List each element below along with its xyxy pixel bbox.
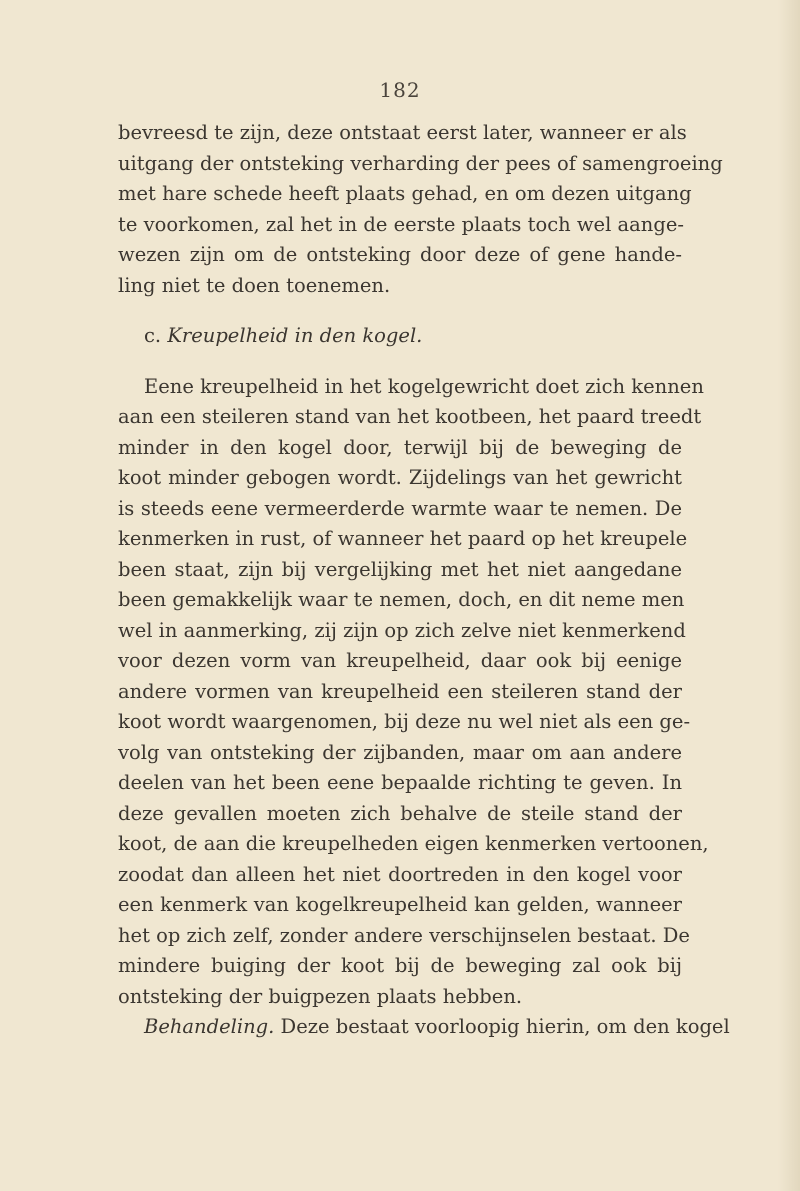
text-line: te voorkomen, zal het in de eerste plaats toch wel aange- <box>118 212 684 236</box>
body-text <box>118 118 730 1043</box>
text-line: been gemakkelijk waar te nemen, doch, en dit neme men <box>118 588 685 611</box>
paragraph-3 <box>118 1012 730 1043</box>
text-line: uitgang der ontsteking verharding der pees of samengroeing <box>118 151 723 175</box>
text-line: is steeds eene vermeerderde warmte waar te nemen. De <box>118 496 682 520</box>
text-line: mindere buiging der koot bij de beweging zal ook bij <box>118 954 682 977</box>
text-line: wezen zijn om de ontsteking door deze of gene hande- <box>118 243 682 266</box>
text-line: bevreesd te zijn, deze ontstaat eerst later, wanneer er als <box>118 121 687 144</box>
text-line: zoodat dan alleen het niet doortreden in den kogel voor <box>118 862 682 886</box>
text-line: deze gevallen moeten zich behalve de steile stand der <box>118 801 682 825</box>
text-line: met hare schede heeft plaats gehad, en om dezen uitgang <box>118 182 692 205</box>
text-line <box>118 1012 730 1043</box>
section-heading-prefix: c. <box>144 324 162 347</box>
text-line: kenmerken in rust, of wanneer het paard op het kreupele <box>118 527 688 550</box>
text-line: ling niet te doen toenemen. <box>118 273 391 297</box>
text-line: een kenmerk van kogelkreupelheid kan gelden, wanneer <box>118 893 682 916</box>
text-line: ontsteking der buigpezen plaats hebben. <box>118 984 523 1008</box>
paragraph-2 <box>118 372 709 1013</box>
text-line: Eene kreupelheid in het kogelgewricht doet zich kennen <box>144 374 704 398</box>
text-line: koot, de aan die kreupelheden eigen kenmerken vertoonen, <box>118 832 709 855</box>
text-line: aan een steileren stand van het kootbeen, het paard treedt <box>118 405 702 428</box>
section-heading-title: Kreupelheid in den kogel. <box>167 324 423 347</box>
behandeling-text: Deze bestaat voorloopig hierin, om den kogel <box>274 1015 730 1038</box>
text-line: het op zich zelf, zonder andere verschijnselen bestaat. De <box>118 923 690 947</box>
page-number: 182 <box>379 78 421 102</box>
section-heading <box>118 321 682 352</box>
text-line: koot minder gebogen wordt. Zijdelings van het gewricht <box>118 466 682 489</box>
text-line: been staat, zijn bij vergelijking met het niet aangedane <box>118 557 682 581</box>
text-line: wel in aanmerking, zij zijn op zich zelve niet kenmerkend <box>118 618 686 642</box>
text-line: deelen van het been eene bepaalde richting te geven. In <box>118 771 682 794</box>
paragraph-1 <box>118 118 723 301</box>
text-line: volg van ontsteking der zijbanden, maar om aan andere <box>118 740 682 764</box>
text-line: minder in den kogel door, terwijl bij de beweging de <box>118 435 682 459</box>
behandeling-lead: Behandeling. <box>144 1015 275 1038</box>
text-line: andere vormen van kreupelheid een steileren stand der <box>118 679 682 703</box>
text-line: koot wordt waargenomen, bij deze nu wel niet als een ge- <box>118 710 691 733</box>
page-edge-shadow <box>778 0 800 1191</box>
text-line: voor dezen vorm van kreupelheid, daar ook bij eenige <box>118 649 682 672</box>
